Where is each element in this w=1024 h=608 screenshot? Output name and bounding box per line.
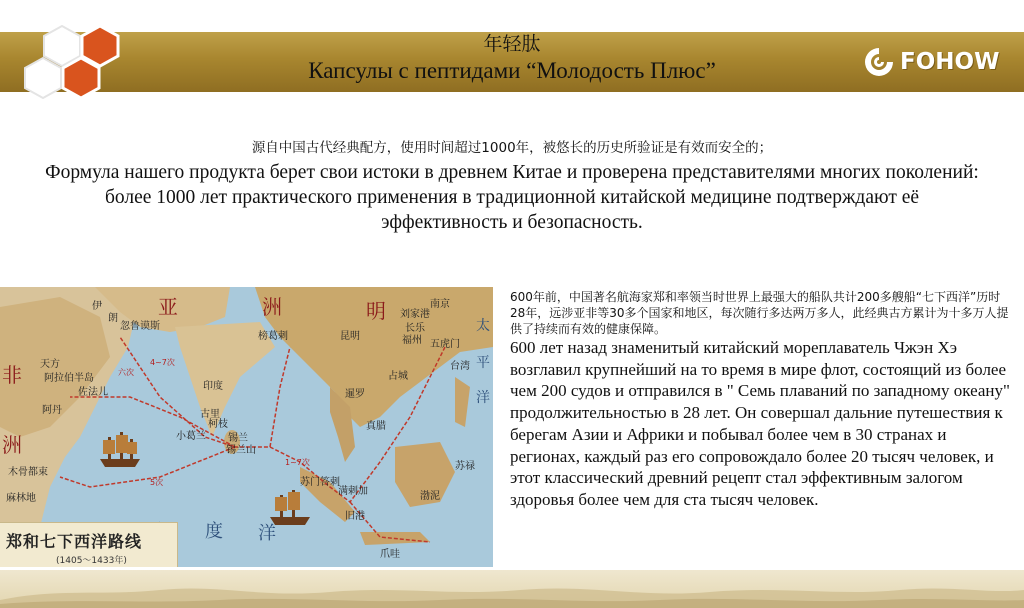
label-fuzhou: 福州 [402,335,422,346]
label-sumendala: 苏门答剌 [300,477,340,488]
label-xilanshan: 锡兰山 [226,445,256,456]
label-asia-1: 亚 [158,295,178,319]
bottom-decorative-strip [0,570,1024,608]
label-zhancheng: 占城 [388,371,408,382]
label-africa-2: 洲 [2,433,22,457]
label-africa-1: 非 [2,363,22,387]
fohow-swirl-icon [862,45,896,79]
label-nanjing: 南京 [430,299,450,310]
logo-text: FOHOW [900,49,1000,75]
label-adan: 阿丹 [42,405,62,416]
map-title: 郑和七下西洋路线 [6,532,143,551]
description-text-ru: 600 лет назад знаменитый китайский мореплаватель Чжэн Хэ возглавил крупнейший на то время в мире флот, состоящий из более чем 200 судов и отправился в " Семь плаваний по западному океану" продолжительностью в 28 лет. Он совершал дальние путешествия к берегам Азии и Африки и побывал более чем в 30 странах и регионах, каждый раз его сопровождало более 20 тысяч человек, и этот классический древний рецепт стал эффективным залогом здоровья более чем для ста тысяч человек. [510,338,1010,509]
label-xiaogelan: 小葛兰 [176,431,206,442]
intro-section [40,138,984,235]
label-malindi: 麻林地 [6,493,36,504]
label-kunming: 昆明 [340,331,360,342]
label-xilan: 锡兰 [228,433,248,444]
map-subtitle: (1405～1433年) [56,556,127,566]
label-pacific-1: 太 [476,318,490,334]
label-liujiagang: 刘家港 [400,309,430,320]
label-mugudushu: 木骨都束 [8,467,48,478]
label-guli: 古里 [200,409,220,420]
description-section [510,289,1010,511]
label-yi: 伊 [92,301,102,312]
label-asia-2: 洲 [262,295,282,319]
label-zhenla: 真腊 [366,421,386,432]
landscape-pattern [0,570,1024,608]
route-label-1-7: 1~7次 [285,458,310,467]
fohow-logo [862,44,1002,80]
label-zuofaer: 佐法儿 [78,387,108,398]
label-hormuz: 忽鲁谟斯 [120,321,160,332]
title-ru: Капсулы с пептидами “Молодость Плюс” [308,58,716,83]
label-ming: 明 [366,299,386,323]
label-kezhi: 柯枝 [208,419,228,430]
label-boni: 渤泥 [420,491,440,502]
label-ocean-yang: 洋 [258,523,276,544]
label-pacific-3: 洋 [476,390,490,406]
intro-text-ru: Формула нашего продукта берет свои истоки в древнем Китае и проверена представителями многих поколений: более 1000 лет практического применения в традиционной китайской медицине подтверждают её эффективность и безопасность. [45,162,979,233]
label-tianfang: 天方 [40,359,60,370]
label-xianluo: 暹罗 [345,389,365,400]
label-zhuawa: 爪哇 [380,549,400,560]
label-changle: 长乐 [405,323,425,334]
label-lang: 朗 [108,313,118,324]
route-label-4-7: 4~7次 [150,358,175,367]
label-india: 印度 [203,381,223,392]
route-label-6: 六次 [118,368,134,377]
label-pacific-2: 平 [476,355,490,371]
voyage-map [0,287,493,567]
label-sulu: 苏禄 [455,461,475,472]
title-cn: 年轻肽 [483,33,541,55]
intro-text-cn: 源自中国古代经典配方，使用时间超过1000年，被悠长的历史所验证是有效而安全的； [251,140,773,156]
label-ocean-du: 度 [205,521,223,542]
label-manlajia: 满剌加 [338,486,368,497]
label-taiwan: 台湾 [450,361,470,372]
label-wuhumen: 五虎门 [430,339,460,350]
label-bengal: 榜葛剌 [258,331,288,342]
description-text-cn: 600年前，中国著名航海家郑和率领当时世界上最强大的船队共计200多艘船“七下西洋”历时28年，远涉亚非等30多个国家和地区，每次随行多达两万多人，此经典古方累计为十多万人提供了持续而有效的健康保障。 [510,290,1009,336]
map-title-box [0,522,178,567]
route-label-5: 5次 [150,478,164,487]
label-arabia: 阿拉伯半岛 [44,373,94,384]
label-jiugang: 旧港 [345,511,365,522]
